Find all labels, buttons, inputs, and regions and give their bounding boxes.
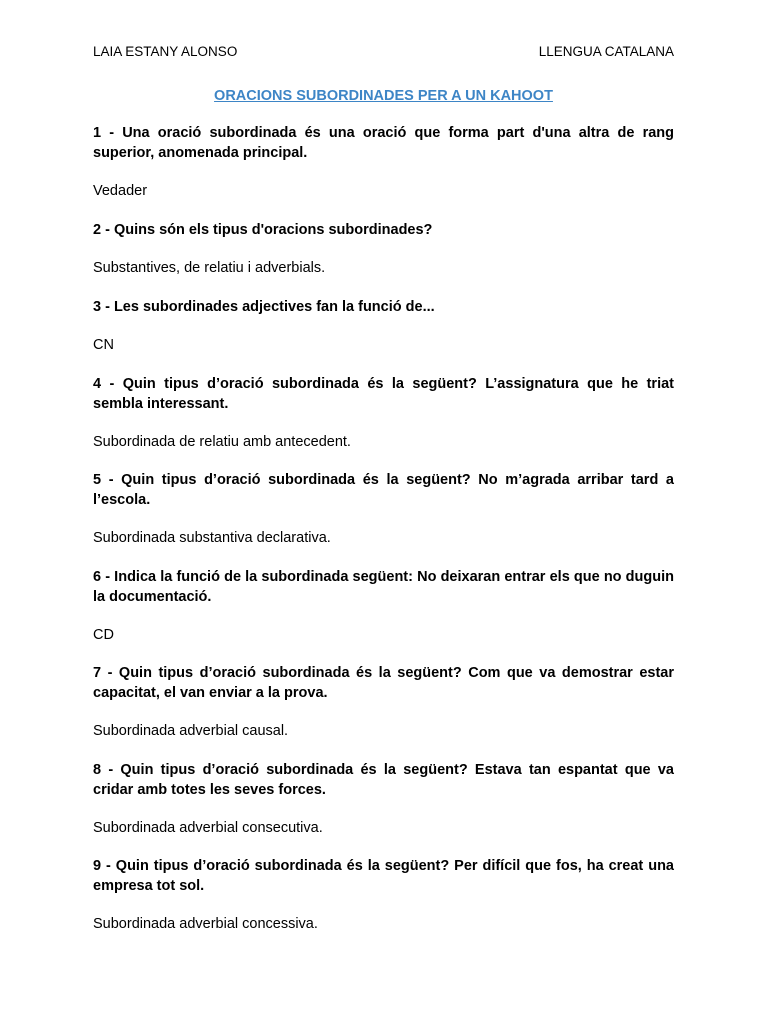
subject-name: LLENGUA CATALANA <box>538 44 674 59</box>
answer-6: CD <box>93 627 114 643</box>
qa-item-3 <box>93 298 674 353</box>
qa-item-6 <box>93 568 674 643</box>
answer-5: Subordinada substantiva declarativa. <box>93 530 331 546</box>
answer-7: Subordinada adverbial causal. <box>93 723 289 739</box>
question-4: 4 - Quin tipus d’oració subordinada és la següent? L’assignatura que he triat sembla interessant. <box>93 376 674 412</box>
answer-3: CN <box>93 337 114 353</box>
answer-9: Subordinada adverbial concessiva. <box>93 916 318 932</box>
question-8: 8 - Quin tipus d’oració subordinada és la següent? Estava tan espantat que va cridar amb totes les seves forces. <box>93 762 674 798</box>
page-header <box>93 43 674 61</box>
question-7: 7 - Quin tipus d’oració subordinada és la següent? Com que va demostrar estar capacitat, el van enviar a la prova. <box>93 665 674 701</box>
qa-item-4 <box>93 375 674 450</box>
answer-8: Subordinada adverbial consecutiva. <box>93 820 323 836</box>
answer-2: Substantives, de relatiu i adverbials. <box>93 260 326 276</box>
question-9: 9 - Quin tipus d’oració subordinada és la següent? Per difícil que fos, ha creat una empresa tot sol. <box>93 858 674 894</box>
qa-item-5 <box>93 471 674 546</box>
qa-item-9 <box>93 857 674 932</box>
document-title: ORACIONS SUBORDINADES PER A UN KAHOOT <box>214 88 553 104</box>
qa-item-2 <box>93 221 674 276</box>
question-3: 3 - Les subordinades adjectives fan la funció de... <box>93 299 435 315</box>
answer-1: Vedader <box>93 183 148 199</box>
question-2: 2 - Quins són els tipus d'oracions subordinades? <box>93 222 433 238</box>
qa-item-7 <box>93 664 674 739</box>
document-page <box>93 0 674 1024</box>
qa-item-1 <box>93 124 674 199</box>
qa-item-8 <box>93 761 674 836</box>
question-1: 1 - Una oració subordinada és una oració que forma part d'una altra de rang superior, anomenada principal. <box>93 125 674 161</box>
author-name: LAIA ESTANY ALONSO <box>93 44 238 59</box>
question-5: 5 - Quin tipus d’oració subordinada és la següent? No m’agrada arribar tard a l’escola. <box>93 472 674 508</box>
answer-4: Subordinada de relatiu amb antecedent. <box>93 434 351 450</box>
question-6: 6 - Indica la funció de la subordinada següent: No deixaran entrar els que no duguin la documentació. <box>93 569 674 605</box>
